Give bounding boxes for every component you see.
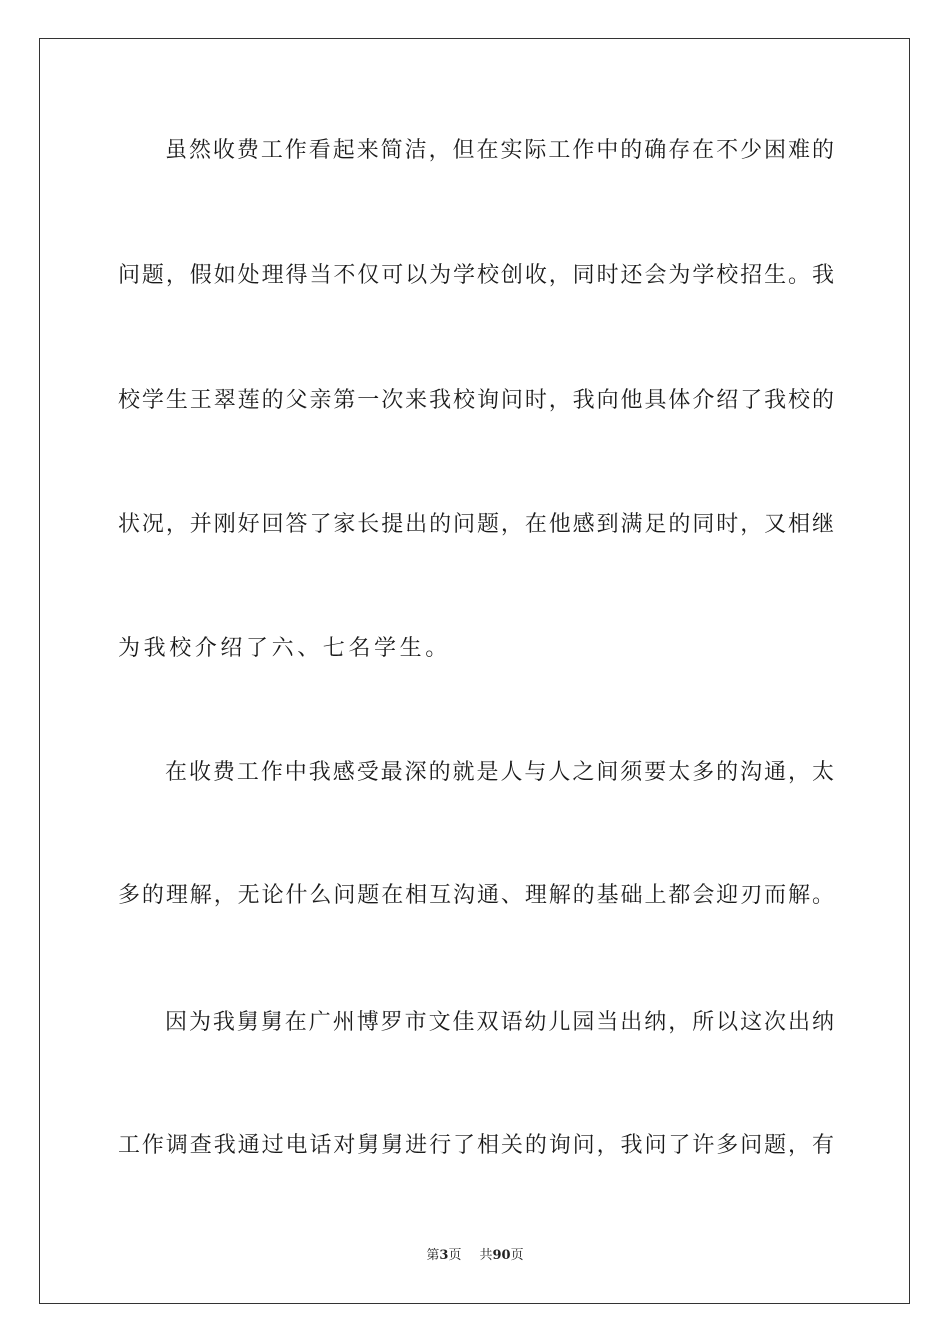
paragraph-1-line-5: 为我校介绍了六、七名学生。 bbox=[118, 636, 451, 661]
page-footer bbox=[0, 1247, 950, 1265]
paragraph-2-line-1: 在收费工作中我感受最深的就是人与人之间须要太多的沟通，太 bbox=[165, 760, 834, 785]
page-number: 3 bbox=[439, 1248, 449, 1263]
page-border bbox=[39, 38, 910, 1304]
paragraph-3-line-2: 工作调查我通过电话对舅舅进行了相关的询问，我问了许多问题，有 bbox=[118, 1133, 834, 1158]
paragraph-1-line-1: 虽然收费工作看起来简洁，但在实际工作中的确存在不少困难的 bbox=[165, 138, 834, 163]
total-prefix: 共 bbox=[479, 1248, 493, 1263]
paragraph-2-line-2: 多的理解，无论什么问题在相互沟通、理解的基础上都会迎刃而解。 bbox=[118, 883, 834, 908]
paragraph-3-line-1: 因为我舅舅在广州博罗市文佳双语幼儿园当出纳，所以这次出纳 bbox=[165, 1010, 834, 1035]
paragraph-1-line-4: 状况，并刚好回答了家长提出的问题，在他感到满足的同时，又相继 bbox=[118, 512, 834, 537]
page-suffix: 页 bbox=[448, 1248, 462, 1263]
total-suffix: 页 bbox=[510, 1248, 524, 1263]
paragraph-1-line-2: 问题，假如处理得当不仅可以为学校创收，同时还会为学校招生。我 bbox=[118, 263, 834, 288]
paragraph-1-line-3: 校学生王翠莲的父亲第一次来我校询问时，我向他具体介绍了我校的 bbox=[118, 388, 834, 413]
total-pages: 90 bbox=[492, 1248, 511, 1263]
page-prefix: 第 bbox=[426, 1248, 440, 1263]
